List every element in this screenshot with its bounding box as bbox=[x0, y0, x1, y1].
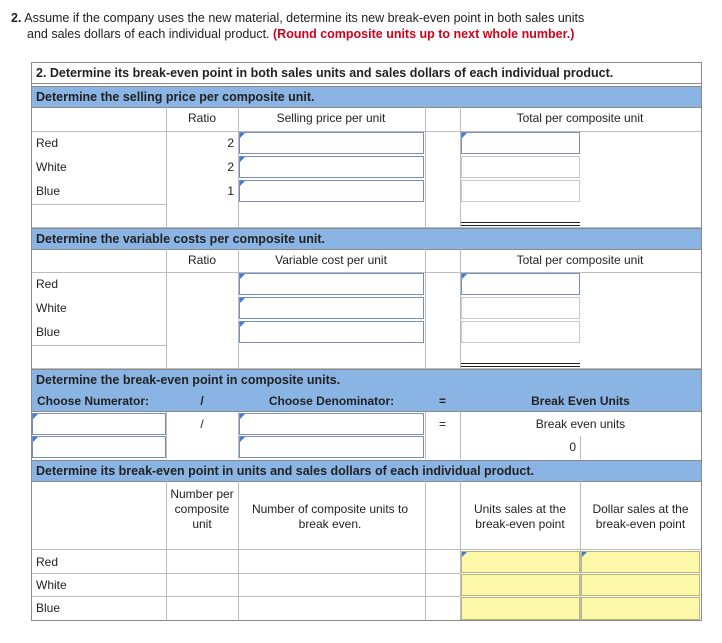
s2-grid bbox=[425, 249, 426, 369]
question-number: 2. bbox=[11, 11, 22, 25]
s4-col-dollars: Dollar sales at the break-even point bbox=[592, 502, 689, 531]
s3-numerator-label: Choose Numerator: bbox=[37, 394, 150, 408]
s1-total-cell-white bbox=[461, 156, 580, 178]
s3-grid bbox=[166, 412, 167, 459]
s4-col-number: Number per composite unit bbox=[170, 487, 234, 531]
s3-numerator-input-2[interactable] bbox=[32, 436, 166, 458]
s2-row-label: Blue bbox=[36, 325, 61, 339]
s1-row-label: Red bbox=[36, 136, 59, 150]
s3-denominator-input-2[interactable] bbox=[239, 436, 424, 458]
s2-grid bbox=[238, 249, 239, 369]
s2-total-cell-blue bbox=[461, 321, 580, 343]
s2-col-ratio: Ratio bbox=[187, 253, 216, 267]
s1-ratio-value: 2 bbox=[227, 160, 234, 174]
s2-col-cost: Variable cost per unit bbox=[275, 253, 387, 267]
s2-row-label: White bbox=[36, 301, 67, 315]
s1-grid bbox=[166, 107, 167, 228]
s2-grid bbox=[460, 249, 461, 369]
s4-dollars-cell-blue bbox=[581, 597, 700, 620]
s2-cost-input-blue[interactable] bbox=[239, 321, 424, 343]
section2-title: Determine the variable costs per composite unit. bbox=[32, 228, 701, 250]
s2-row-line bbox=[32, 345, 166, 346]
s1-ratio-value: 2 bbox=[227, 136, 234, 150]
s1-price-input-blue[interactable] bbox=[239, 180, 424, 202]
question-line1: Assume if the company uses the new material, determine its new break-even point in both sales units bbox=[24, 11, 585, 25]
s3-numerator-input[interactable] bbox=[32, 413, 166, 435]
s3-slash: / bbox=[200, 394, 204, 408]
s4-grid bbox=[238, 481, 239, 620]
s1-grid bbox=[238, 107, 239, 228]
s1-col-total: Total per composite unit bbox=[516, 111, 644, 125]
s2-grid bbox=[166, 249, 167, 369]
s4-row-line bbox=[32, 596, 460, 597]
section1-title: Determine the selling price per composite unit. bbox=[32, 86, 701, 108]
s3-result-value: 0 bbox=[569, 440, 576, 454]
s4-dollars-input-red[interactable] bbox=[581, 551, 700, 573]
s3-result-header: Break Even Units bbox=[531, 394, 630, 408]
s4-row-line bbox=[32, 573, 460, 574]
s2-total-cell-white bbox=[461, 297, 580, 319]
s3-equals-row: = bbox=[438, 417, 446, 431]
s4-col-units: Units sales at the break-even point bbox=[473, 502, 567, 531]
s1-price-input-red[interactable] bbox=[239, 132, 424, 154]
s4-grid bbox=[425, 481, 426, 620]
s4-divider bbox=[32, 549, 701, 550]
s1-row-line bbox=[32, 204, 166, 205]
round-instruction: (Round composite units up to next whole number.) bbox=[273, 27, 575, 41]
s2-total-input-red[interactable] bbox=[461, 273, 580, 295]
question-text bbox=[11, 10, 584, 42]
s3-grid bbox=[460, 412, 461, 459]
s2-total-underline bbox=[461, 363, 580, 367]
s1-row-label: Blue bbox=[36, 184, 61, 198]
s3-grid bbox=[425, 412, 426, 459]
worksheet-header: 2. Determine its break-even point in both sales units and sales dollars of each individual product. bbox=[32, 63, 701, 84]
s1-ratio-value: 1 bbox=[227, 184, 234, 198]
s3-slash-row: / bbox=[200, 417, 204, 431]
s1-col-price: Selling price per unit bbox=[276, 111, 386, 125]
s4-grid bbox=[460, 481, 461, 620]
s1-row-label: White bbox=[36, 160, 67, 174]
s3-grid bbox=[238, 412, 239, 459]
s1-price-input-white[interactable] bbox=[239, 156, 424, 178]
s4-units-cell-blue bbox=[461, 597, 580, 620]
s4-units-input-red[interactable] bbox=[461, 551, 580, 573]
s3-equals: = bbox=[438, 394, 446, 408]
s3-result-label: Break even units bbox=[535, 417, 626, 431]
s4-units-cell-white bbox=[461, 574, 580, 596]
s1-col-ratio: Ratio bbox=[187, 111, 216, 125]
s3-denominator-input[interactable] bbox=[239, 413, 424, 435]
s2-col-total: Total per composite unit bbox=[516, 253, 644, 267]
s4-col-composite: Number of composite units to break even. bbox=[251, 502, 409, 531]
s4-dollars-cell-white bbox=[581, 574, 700, 596]
question-line2: and sales dollars of each individual product. bbox=[27, 27, 270, 41]
section4-title: Determine its break-even point in units and sales dollars of each individual product. bbox=[32, 460, 701, 482]
s1-grid bbox=[425, 107, 426, 228]
s2-cost-input-red[interactable] bbox=[239, 273, 424, 295]
s1-total-cell-blue bbox=[461, 180, 580, 202]
s3-denominator-label: Choose Denominator: bbox=[268, 394, 395, 408]
s4-row-label: Blue bbox=[36, 601, 61, 615]
section3-title: Determine the break-even point in composite units. bbox=[32, 369, 701, 391]
s2-cost-input-white[interactable] bbox=[239, 297, 424, 319]
s1-total-underline bbox=[461, 222, 580, 226]
s4-row-label: White bbox=[36, 578, 67, 592]
s4-row-label: Red bbox=[36, 555, 59, 569]
s3-grid bbox=[580, 436, 581, 459]
s1-grid bbox=[460, 107, 461, 228]
s1-total-input-red[interactable] bbox=[461, 132, 580, 154]
s2-row-label: Red bbox=[36, 277, 59, 291]
s4-grid bbox=[166, 481, 167, 620]
s4-grid bbox=[580, 481, 581, 620]
